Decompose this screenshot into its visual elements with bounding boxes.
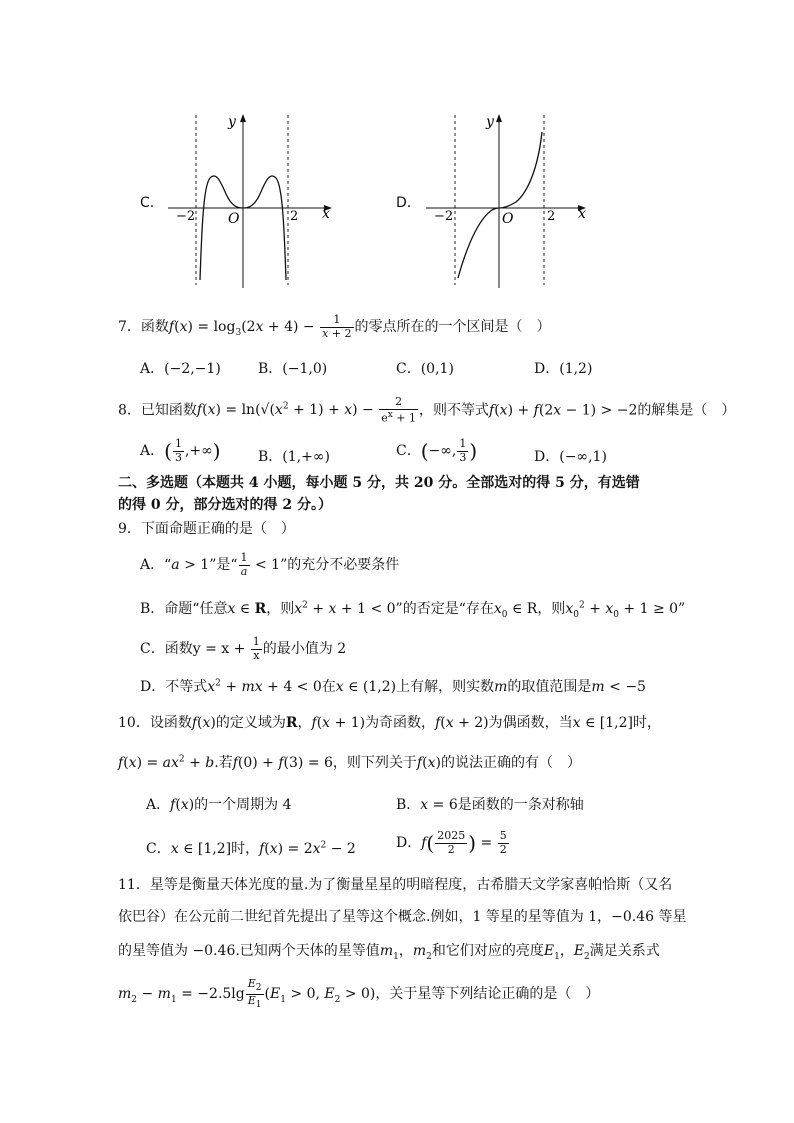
q8-stem [118,396,735,425]
q7-number: 7． [118,319,141,336]
graph-c-origin: O [228,211,240,227]
q8-number: 8． [118,402,141,419]
q11-line4: $m_2 - m_1 = -2.5\lg$ $\frac{E_2}{E_1}$ ($E_1 > 0$, $E_2 > 0$)，关于星等下列结论正确的是（ ） [118,977,600,1010]
graph-c-label: C． [140,195,164,211]
q9-stem: 9．下面命题正确的是（ ） [118,521,295,537]
graph-c [160,110,340,295]
q7-stem [118,314,551,340]
q8-inequality: f(x) + f(2x − 1) > −2 [489,402,638,419]
q8-option-a[interactable]: A．( $\frac{1}{3}$ ,+∞) [140,437,221,464]
q11-line1: 11．星等是衡量天体光度的量.为了衡量星星的明暗程度，古希腊天文学家喜帕恰斯（又名 [118,877,673,893]
q10-stem-line2: $f(x) = ax^2 + b$.若f(0) + f(3) = 6，则下列关于f(x)的说法正确的有（ ） [118,754,581,771]
q10-option-d[interactable]: D．f( $\frac{2025}{2}$ ) = $\frac{5}{2}$ [396,829,507,856]
section2-heading-line1: 二、多选题（本题共 4 小题，每小题 5 分，共 20 分。全部选对的得 5 分，有选错 [118,475,640,491]
q8-option-c[interactable]: C．(−∞, $\frac{1}{3}$ ) [396,437,478,464]
q9-option-b[interactable]: B．命题“任意x ∈ R，则$x^2 + x + 1 < 0$”的否定是“存在$x_0$ ∈ R，则$x_0^2 + x_0 + 1 \ge 0$” [140,600,686,620]
q7-option-c[interactable]: C．(0,1) [396,361,454,377]
q8-pre: 已知函数 [140,402,197,419]
q9-option-c[interactable]: C．函数y = x + $\frac{1}{x}$ 的最小值为 2 [140,635,347,662]
q8-option-d[interactable]: D．(−∞,1) [534,449,607,465]
section2-heading-line2: 的得 0 分，部分选对的得 2 分。） [118,497,332,513]
graph-d-y-label: y [486,114,494,130]
graph-c-curve-left [200,176,243,280]
graph-d [420,110,600,295]
q7-post: 的零点所在的一个区间是（ ） [354,319,551,336]
q11-line3: 的星等值为 −0.46.已知两个天体的星等值$m_1$，$m_2$和它们对应的亮度$E_1$，$E_2$满足关系式 [118,943,660,962]
graph-c-tick-neg: −2 [176,209,196,224]
q8-option-b[interactable]: B．(1,+∞) [258,449,330,465]
q9-option-a[interactable]: A．“a > 1”是“ $\frac{1}{a}$ < 1”的充分不必要条件 [140,551,400,578]
graph-d-origin: O [502,211,514,227]
q9-option-d[interactable]: D．不等式$x^2$ + mx + 4 < 0在x ∈ (1,2)上有解，则实数m的取值范围是m < −5 [140,678,646,695]
q7-pre: 函数 [140,319,169,336]
graph-c-x-label: x [322,206,330,222]
graph-d-label: D． [396,195,421,211]
graph-d-tick-neg: −2 [434,209,454,224]
q10-option-a[interactable]: A．f(x)的一个周期为 4 [146,797,292,813]
q8-formula: $f(x) = \ln(√(x^2 + 1) + x)$ − $\frac{2}{e^x + 1}$ [196,395,417,425]
q10-option-b[interactable]: B．x = 6是函数的一条对称轴 [396,797,584,813]
graph-d-curve [458,132,542,278]
q7-option-d[interactable]: D．(1,2) [534,361,593,377]
graph-d-y-arrow [496,114,502,122]
graph-c-y-arrow [240,114,246,122]
q8-post: ，则不等式 [419,402,490,419]
graph-d-x-label: x [578,206,586,222]
graph-c-y-label: y [228,114,236,130]
q7-formula: $f(x) = \log_3(2x + 4)$ − $\frac{1}{x + 2}$ [168,313,352,340]
graph-d-tick-pos: 2 [547,209,556,224]
q7-option-a[interactable]: A．(−2,−1) [140,361,221,377]
graph-c-tick-pos: 2 [290,209,299,224]
q10-stem-line1: 10．设函数f(x)的定义域为R，f(x + 1)为奇函数，f(x + 2)为偶函数，当x ∈ [1,2]时， [118,715,661,731]
q10-option-c[interactable]: C．x ∈ [1,2]时，$f(x) = 2x^2 - 2$ [146,840,356,857]
q8-post2: 的解集是（ ） [637,402,736,419]
q7-option-b[interactable]: B．(−1,0) [258,361,328,377]
q11-line2: 依巴谷）在公元前二世纪首先提出了星等这个概念.例如，1 等星的星等值为 1，−0.46 等星 [118,909,687,925]
graph-c-curve-right [243,176,286,280]
